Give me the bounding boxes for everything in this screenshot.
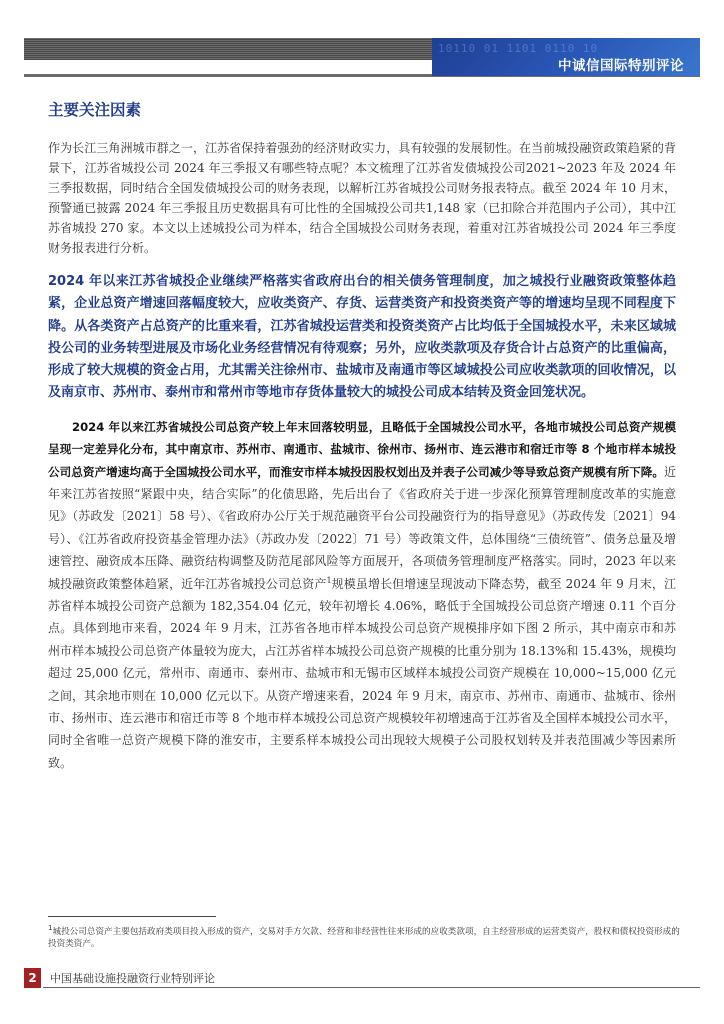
footnote-reference[interactable]: 1 (326, 575, 332, 585)
footnote-text: 城投公司总资产主要包括政府类项目投入形成的资产，交易对手方欠款、经营和非经营性往来形成的应收类款项，自主经营形成的运营类资产，股权和债权投资形成的投资类资产。 (48, 926, 680, 950)
intro-paragraph: 作为长江三角洲城市群之一，江苏省保持着强劲的经济财政实力，具有较强的发展韧性。在当前城投融资政策趋紧的背景下，江苏省城投公司 2024 年三季报又有哪些特点呢？本文梳理了江苏省发债城投公司2021~2023 年及 2024 年三季报数据，同时结合全国发债城投公司的财务表现，以解析江苏省城投公司财务报表特点。截至 2024 年 10 月末，预警通已披露 2024 年三季报且历史数据具有可比性的全国城投公司共1,148 家（已扣除合并范围内子公司），其中江苏省城投 270 家。本文以上述城投公司为样本，结合全国城投公司财务表现，着重对江苏省城投公司 2024 年三季度财务报表进行分析。 (48, 141, 676, 255)
header-pattern: 10110 01 1101 0110 10 (438, 42, 599, 55)
footnote-mark: 1 (48, 924, 53, 932)
body-paragraph (48, 416, 676, 775)
footer-rule (43, 987, 700, 988)
header-badge (432, 38, 700, 76)
header-title: 中诚信国际特别评论 (558, 58, 684, 74)
body-text-2: 规模虽增长但增速呈现波动下降态势，截至 2024 年 9 月末，江苏省样本城投公司资产总额为 182,354.04 亿元，较年初增长 4.06%，略低于全国城投公司总资产增速 0.11 个百分点。具体到地市来看，2024 年 9 月末，江苏省各地市样本城投公司总资产规模排序如下图 2 所示，其中南京市和苏州市样本城投公司总资产体量较为庞大，占江苏省样本城投公司总资产规模的比重分别为 18.13%和 15.43%，规模均超过 25,000 亿元，常州市、南通市、泰州市、盐城市和无锡市区域样本城投公司资产规模在 10,000~15,000 亿元之间，其余地市则在 10,000 亿元以下。从资产增速来看，2024 年 9 月末，南京市、苏州市、南通市、盐城市、徐州市、扬州市、连云港市和宿迁市等 8 个地市样本城投公司总资产规模较年初增速高于江苏省及全国样本城投公司水平，同时全省唯一总资产规模下降的淮安市，主要系样本城投公司出现较大规模子公司股权划转及并表范围减少等因素所致。 (48, 576, 676, 770)
footnote-rule (48, 916, 216, 917)
footer-text: 中国基础设施投融资行业特别评论 (50, 972, 215, 985)
key-findings-paragraph: 2024 年以来江苏省城投企业继续严格落实省政府出台的相关债务管理制度，加之城投行业融资政策整体趋紧，企业总资产增速回落幅度较大，应收类资产、存货、运营类资产和投资类资产等的增速均呈现不同程度下降。从各类资产占总资产的比重来看，江苏省城投运营类和投资类资产占比均低于全国城投水平，未来区域城投公司的业务转型进展及市场化业务经营情况有待观察；另外，应收类款项及存货合计占总资产的比重偏高，形成了较大规模的资金占用，尤其需关注徐州市、盐城市及南通市等区域城投公司应收类款项的回收情况，以及南京市、苏州市、泰州市和常州市等地市存货体量较大的城投公司成本结转及资金回笼状况。 (48, 274, 676, 401)
section-title: 主要关注因素 (48, 101, 142, 119)
body-lead-bold: 2024 年以来江苏省城投公司总资产较上年末回落较明显，且略低于全国城投公司水平，各地市城投公司总资产规模呈现一定差异化分布，其中南京市、苏州市、南通市、盐城市、徐州市、扬州市、连云港市和宿迁市等 8 个地市样本城投公司总资产增速均高于全国城投公司水平，而淮安市样本城投因股权划出及并表子公司减少等导致总资产规模有所下降。 (48, 419, 676, 479)
footnote (48, 922, 688, 951)
main-content (48, 138, 676, 774)
body-text-1: 近年来江苏省按照“紧跟中央，结合实际”的化债思路，先后出台了《省政府关于进一步深化预算管理制度改革的实施意见》（苏政发〔2021〕58 号）、《省政府办公厅关于规范融资平台公司投融资行为的指导意见》（苏政传发〔2021〕94 号）、《江苏省政府投资基金管理办法》（苏政办发〔2022〕71 号）等政策文件，总体围绕“三债统管”、债务总量及增速管控、融资成本压降、融资结构调整及防范尾部风险等方面展开，各项债务管理制度严格落实。同时，2023 年以来城投融资政策整体趋紧，近年江苏省城投公司总资产 (48, 464, 676, 591)
page-number: 2 (24, 968, 41, 988)
